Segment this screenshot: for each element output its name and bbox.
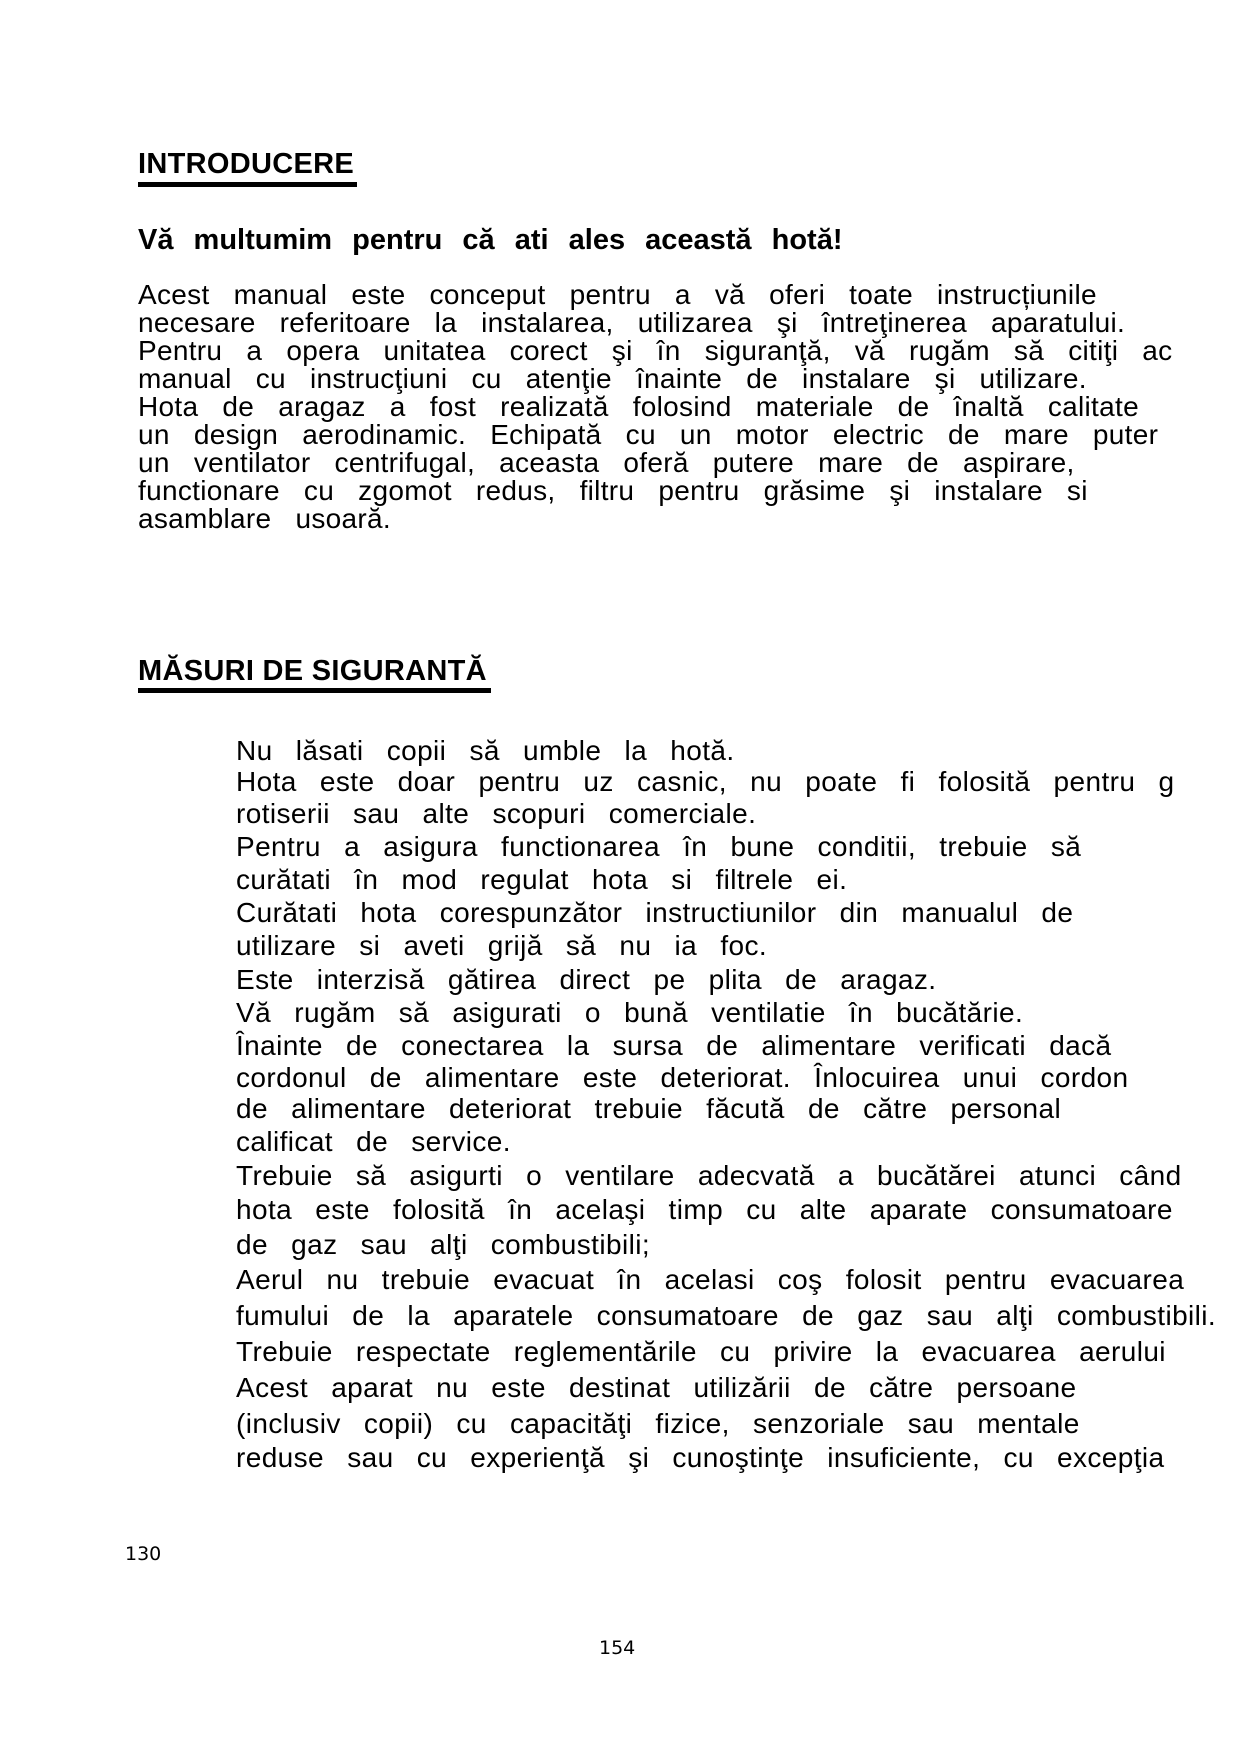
page-number: 154 [599,1637,636,1659]
safety-line: Hota este doar pentru uz casnic, nu poate fi folosită pentru g [236,766,1175,797]
safety-line: Trebuie respectate reglementările cu privire la evacuarea aerului [236,1336,1166,1367]
intro-line: Acest manual este conceput pentru a vă oferi toate instrucțiunile [138,281,1097,310]
safety-line: hota este folosită în acelaşi timp cu alte aparate consumatoare [236,1194,1173,1225]
safety-heading: MĂSURI DE SIGURANTĂ [138,655,487,687]
intro-heading: INTRODUCERE [138,148,354,180]
safety-line: utilizare si aveti grijă să nu ia foc. [236,930,768,961]
safety-line: Pentru a asigura functionarea în bune conditii, trebuie să [236,831,1082,862]
safety-list [236,734,1241,1475]
safety-line: de alimentare deteriorat trebuie făcută de către personal [236,1093,1062,1124]
safety-line: Înainte de conectarea la sursa de alimentare verificati dacă [236,1030,1112,1061]
intro-line: necesare referitoare la instalarea, utilizarea şi întreţinerea aparatului. [138,307,1126,338]
safety-line: Trebuie să asigurti o ventilare adecvată a bucătărei atunci când [236,1160,1182,1191]
safety-line: reduse sau cu experienţă şi cunoştinţe insuficiente, cu excepţia [236,1442,1165,1473]
intro-paragraph [138,281,1241,533]
safety-line: Curătati hota corespunzător instructiunilor din manualul de [236,897,1074,928]
intro-line: Pentru a opera unitatea corect şi în siguranţă, vă rugăm să citiţi ac [138,335,1173,366]
safety-line: cordonul de alimentare este deteriorat. Înlocuirea unui cordon [236,1062,1129,1093]
safety-line: Vă rugăm să asigurati o bună ventilatie în bucătărie. [236,997,1024,1028]
safety-heading-underline [138,688,491,693]
safety-line: curătati în mod regulat hota si filtrele ei. [236,864,848,895]
safety-line: Aerul nu trebuie evacuat în acelasi coş folosit pentru evacuarea [236,1264,1185,1295]
intro-line: manual cu instrucţiuni cu atenţie înainte de instalare şi utilizare. [138,363,1087,394]
intro-heading-underline [138,182,357,187]
safety-line: Nu lăsati copii să umble la hotă. [236,735,735,766]
intro-line: un design aerodinamic. Echipată cu un motor electric de mare puter [138,419,1159,450]
inner-page-number: 130 [125,1543,162,1565]
safety-line: Este interzisă gătirea direct pe plita de aragaz. [236,964,937,995]
intro-line: Hota de aragaz a fost realizată folosind materiale de înaltă calitate [138,391,1139,422]
intro-line: functionare cu zgomot redus, filtru pentru grăsime şi instalare si [138,475,1088,506]
safety-line: Acest aparat nu este destinat utilizării de către persoane [236,1372,1077,1403]
safety-line: (inclusiv copii) cu capacităţi fizice, senzoriale sau mentale [236,1408,1080,1439]
intro-line: asamblare usoară. [138,503,392,533]
safety-line: fumului de la aparatele consumatoare de gaz sau alţi combustibili. [236,1300,1217,1331]
safety-line: rotiserii sau alte scopuri comerciale. [236,798,757,829]
intro-subtitle: Vă multumim pentru că ati ales această hotă! [138,224,843,256]
intro-line: un ventilator centrifugal, aceasta oferă putere mare de aspirare, [138,447,1075,478]
safety-line: de gaz sau alţi combustibili; [236,1229,650,1260]
safety-line: calificat de service. [236,1126,511,1157]
